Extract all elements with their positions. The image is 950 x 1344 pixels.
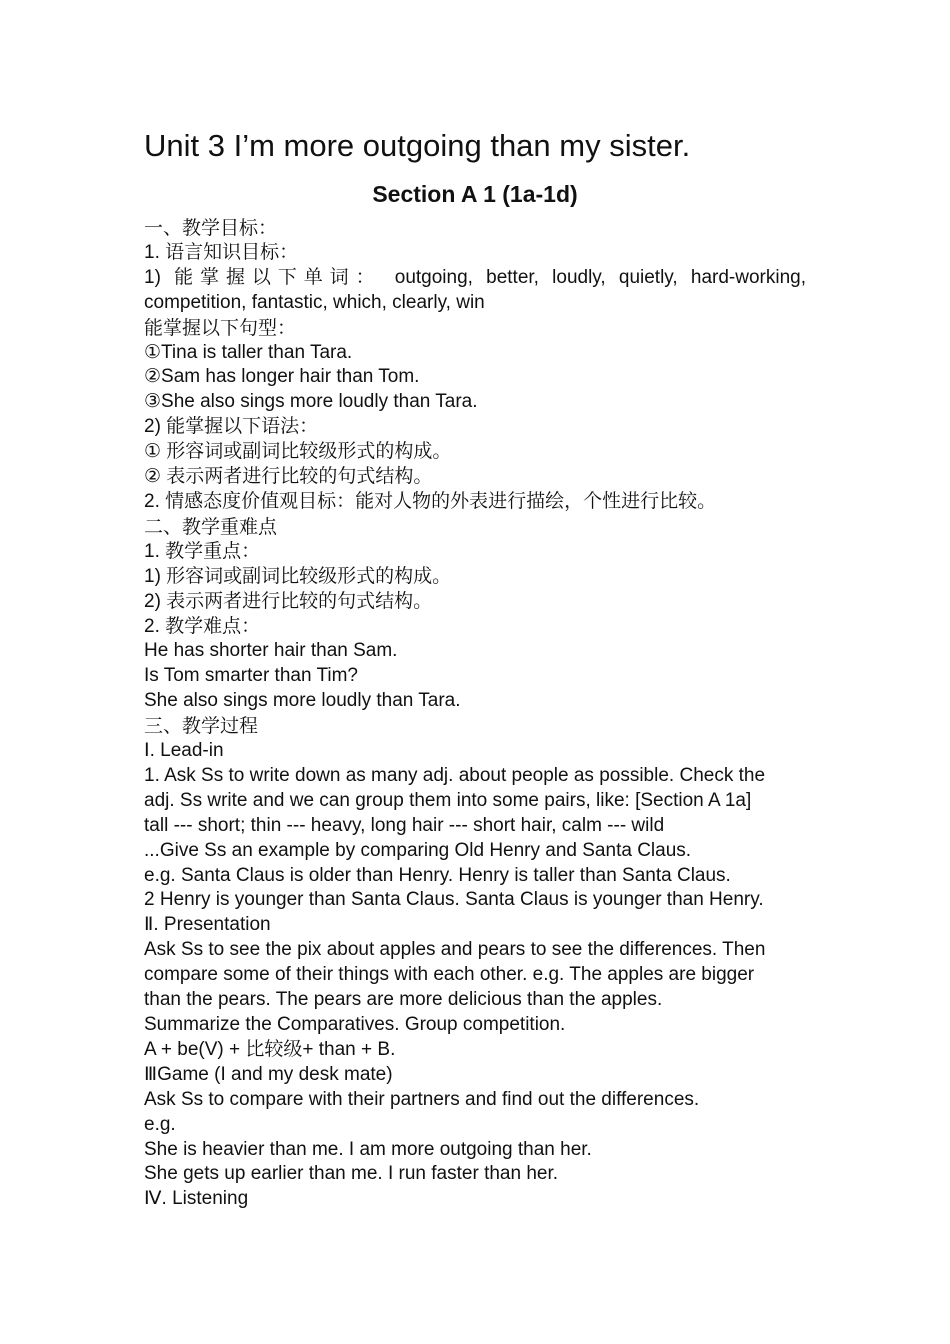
heading-key-points: 二、教学重难点 (144, 515, 278, 538)
lead-in-line-5: e.g. Santa Claus is older than Henry. Henry is taller than Santa Claus. (144, 864, 731, 886)
game-example-1: She is heavier than me. I am more outgoing than her. (144, 1138, 592, 1160)
game-example-2: She gets up earlier than me. I run faster than her. (144, 1163, 559, 1185)
presentation-line-2: compare some of their things with each other. e.g. The apples are bigger (144, 964, 755, 986)
step-listening-heading: Ⅳ. Listening (144, 1188, 249, 1210)
subheading-key-points: 1. 教学重点： (144, 540, 261, 562)
lead-in-line-6: 2 Henry is younger than Santa Claus. Santa Claus is younger than Henry. (144, 889, 764, 911)
game-example-label: e.g. (144, 1113, 176, 1135)
sentence-patterns-heading: 能掌握以下句型： (144, 316, 297, 339)
difficult-point-1: He has shorter hair than Sam. (144, 640, 398, 662)
step-presentation-heading: Ⅱ. Presentation (144, 914, 271, 936)
document-page (144, 124, 806, 1212)
lead-in-line-3: tall --- short; thin --- heavy, long hair --- short hair, calm --- wild (144, 814, 665, 836)
presentation-line-3: than the pears. The pears are more delicious than the apples. (144, 989, 663, 1011)
sentence-pattern-1: ①Tina is taller than Tara. (144, 341, 353, 363)
vocabulary-line: 1) 能掌握以下单词： outgoing, better, loudly, quietly, hard-working, (144, 266, 806, 288)
sentence-pattern-2: ②Sam has longer hair than Tom. (144, 366, 420, 388)
presentation-line-1: Ask Ss to see the pix about apples and pears to see the differences. Then (144, 939, 766, 961)
step-game-heading: ⅢGame (I and my desk mate) (144, 1063, 393, 1085)
lead-in-line-2: adj. Ss write and we can group them into some pairs, like: [Section A 1a] (144, 789, 752, 811)
key-point-1: 1) 形容词或副词比较级形式的构成。 (144, 565, 452, 587)
document-title: Unit 3 I’m more outgoing than my sister. (144, 128, 691, 163)
heading-teaching-process: 三、教学过程 (144, 715, 259, 738)
subheading-language-objectives: 1. 语言知识目标： (144, 241, 299, 263)
step-lead-in-heading: Ⅰ. Lead-in (144, 740, 224, 762)
lead-in-line-1: 1. Ask Ss to write down as many adj. about people as possible. Check the (144, 764, 766, 786)
lead-in-line-4: ...Give Ss an example by comparing Old Henry and Santa Claus. (144, 839, 692, 861)
grammar-item-2: ② 表示两者进行比较的句式结构。 (144, 466, 433, 488)
vocabulary-line-continued: competition, fantastic, which, clearly, win (144, 291, 485, 313)
sentence-pattern-3: ③She also sings more loudly than Tara. (144, 391, 478, 413)
presentation-line-4: Summarize the Comparatives. Group competition. (144, 1014, 566, 1035)
grammar-heading: 2) 能掌握以下语法： (144, 416, 319, 438)
subheading-difficult-points: 2. 教学难点： (144, 615, 261, 637)
game-line-1: Ask Ss to compare with their partners and find out the differences. (144, 1088, 700, 1110)
grammar-item-1: ① 形容词或副词比较级形式的构成。 (144, 441, 452, 463)
difficult-point-2: Is Tom smarter than Tim? (144, 665, 358, 687)
section-subtitle: Section A 1 (1a-1d) (372, 181, 578, 207)
difficult-point-3: She also sings more loudly than Tara. (144, 690, 461, 712)
key-point-2: 2) 表示两者进行比较的句式结构。 (144, 590, 433, 612)
heading-teaching-objectives: 一、教学目标： (144, 217, 278, 239)
comparative-formula: A + be(V) + 比较级+ than + B. (144, 1038, 396, 1060)
emotional-objectives: 2. 情感态度价值观目标：能对人物的外表进行描绘，个性进行比较。 (144, 490, 717, 512)
